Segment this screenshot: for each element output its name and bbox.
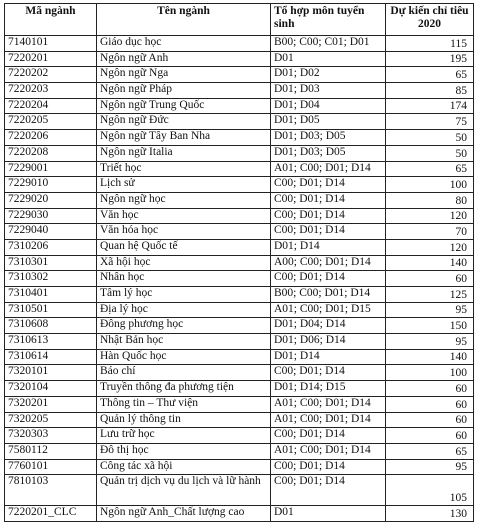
table-row	[5, 506, 474, 522]
cell-name: Ngôn ngữ Tây Ban Nha	[97, 130, 271, 146]
cell-quota: 130	[386, 506, 474, 522]
cell-name: Ngôn ngữ Italia	[97, 145, 271, 161]
cell-quota: 140	[386, 349, 474, 365]
cell-quota: 95	[386, 302, 474, 318]
cell-quota: 125	[386, 287, 474, 303]
cell-code: 7310401	[5, 287, 97, 303]
table-row	[5, 334, 474, 350]
table-row	[5, 130, 474, 146]
cell-combo: C00; D01; D14	[271, 208, 386, 224]
cell-code: 7140101	[5, 36, 97, 52]
cell-code: 7580112	[5, 443, 97, 459]
cell-code: 7810103	[5, 475, 97, 506]
cell-combo: A01; C00; D01; D14	[271, 412, 386, 428]
cell-name: Triết học	[97, 161, 271, 177]
table-row	[5, 239, 474, 255]
cell-combo: D01; D06; D14	[271, 334, 386, 350]
cell-quota: 120	[386, 239, 474, 255]
table-row	[5, 443, 474, 459]
cell-quota: 50	[386, 130, 474, 146]
table-row	[5, 114, 474, 130]
cell-code: 7229001	[5, 161, 97, 177]
cell-name: Truyền thông đa phương tiện	[97, 381, 271, 397]
cell-code: 7220205	[5, 114, 97, 130]
cell-quota: 85	[386, 83, 474, 99]
cell-name: Địa lý học	[97, 302, 271, 318]
table-row	[5, 83, 474, 99]
cell-combo: C00; D01; D14	[271, 177, 386, 193]
cell-name: Báo chí	[97, 365, 271, 381]
cell-quota: 70	[386, 224, 474, 240]
cell-code: 7760101	[5, 459, 97, 475]
cell-combo: D01; D03	[271, 83, 386, 99]
cell-name: Ngôn ngữ Anh	[97, 51, 271, 67]
cell-combo: A01; C00; D01; D14	[271, 443, 386, 459]
cell-name: Nhật Bản học	[97, 334, 271, 350]
table-row	[5, 208, 474, 224]
cell-name: Ngôn ngữ Đức	[97, 114, 271, 130]
cell-combo: D01; D05	[271, 114, 386, 130]
table-row	[5, 161, 474, 177]
cell-combo: A01; C00; D01; D15	[271, 302, 386, 318]
table-row	[5, 271, 474, 287]
table-row	[5, 36, 474, 52]
cell-quota: 95	[386, 459, 474, 475]
cell-quota: 115	[386, 36, 474, 52]
cell-combo: C00; D01; D14	[271, 428, 386, 444]
table-row	[5, 349, 474, 365]
cell-code: 7229020	[5, 192, 97, 208]
cell-combo: C00; D01; D14	[271, 475, 386, 506]
cell-code: 7320101	[5, 365, 97, 381]
cell-code: 7229040	[5, 224, 97, 240]
table-row	[5, 67, 474, 83]
table-row	[5, 365, 474, 381]
header-quota: Dự kiến chỉ tiêu 2020	[386, 4, 474, 36]
cell-quota: 95	[386, 334, 474, 350]
cell-combo: D01; D03; D05	[271, 145, 386, 161]
table-row	[5, 51, 474, 67]
table-row	[5, 381, 474, 397]
cell-code: 7220201	[5, 51, 97, 67]
table-row	[5, 459, 474, 475]
table-row	[5, 318, 474, 334]
cell-name: Tâm lý học	[97, 287, 271, 303]
cell-combo: D01; D14	[271, 349, 386, 365]
table-row	[5, 177, 474, 193]
table-row	[5, 302, 474, 318]
cell-name: Nhân học	[97, 271, 271, 287]
cell-combo: D01; D04	[271, 98, 386, 114]
cell-combo: B00; C00; C01; D01	[271, 36, 386, 52]
cell-quota: 60	[386, 271, 474, 287]
cell-quota: 60	[386, 428, 474, 444]
cell-combo: A01; C00; D01; D14	[271, 396, 386, 412]
cell-quota: 65	[386, 161, 474, 177]
cell-code: 7310501	[5, 302, 97, 318]
cell-name: Ngôn ngữ Pháp	[97, 83, 271, 99]
cell-code: 7220204	[5, 98, 97, 114]
cell-name: Văn hóa học	[97, 224, 271, 240]
cell-combo: C00; D01; D14	[271, 192, 386, 208]
cell-quota: 60	[386, 396, 474, 412]
table-body	[5, 36, 474, 522]
cell-combo: C00; D01; D14	[271, 459, 386, 475]
cell-name: Ngôn ngữ Anh_Chất lượng cao	[97, 506, 271, 522]
table-row	[5, 396, 474, 412]
cell-combo: A01; C00; D01; D14	[271, 161, 386, 177]
admissions-table-container	[4, 3, 474, 522]
cell-combo: D01; D03; D05	[271, 130, 386, 146]
cell-code: 7229010	[5, 177, 97, 193]
table-row	[5, 98, 474, 114]
cell-quota: 50	[386, 145, 474, 161]
cell-code: 7320303	[5, 428, 97, 444]
cell-name: Quản trị dịch vụ du lịch và lữ hành	[97, 475, 271, 506]
cell-combo: B00; C00; D01; D14	[271, 287, 386, 303]
table-row	[5, 192, 474, 208]
table-row	[5, 145, 474, 161]
cell-name: Giáo dục học	[97, 36, 271, 52]
table-row	[5, 428, 474, 444]
cell-combo: D01; D02	[271, 67, 386, 83]
cell-code: 7220203	[5, 83, 97, 99]
cell-code: 7220206	[5, 130, 97, 146]
cell-name: Ngôn ngữ học	[97, 192, 271, 208]
cell-code: 7310608	[5, 318, 97, 334]
cell-code: 7220208	[5, 145, 97, 161]
cell-name: Lưu trữ học	[97, 428, 271, 444]
cell-name: Hàn Quốc học	[97, 349, 271, 365]
cell-name: Quan hệ Quốc tế	[97, 239, 271, 255]
cell-combo: D01; D04; D14	[271, 318, 386, 334]
cell-code: 7229030	[5, 208, 97, 224]
cell-name: Văn học	[97, 208, 271, 224]
cell-name: Lịch sử	[97, 177, 271, 193]
cell-code: 7220201_CLC	[5, 506, 97, 522]
cell-quota: 174	[386, 98, 474, 114]
cell-name: Ngôn ngữ Nga	[97, 67, 271, 83]
admissions-table	[4, 3, 474, 522]
cell-name: Xã hội học	[97, 255, 271, 271]
cell-quota: 100	[386, 365, 474, 381]
header-row	[5, 4, 474, 36]
cell-code: 7220202	[5, 67, 97, 83]
table-row	[5, 475, 474, 506]
cell-quota: 60	[386, 412, 474, 428]
cell-quota: 195	[386, 51, 474, 67]
cell-code: 7310206	[5, 239, 97, 255]
table-row	[5, 224, 474, 240]
cell-combo: D01	[271, 51, 386, 67]
cell-quota: 75	[386, 114, 474, 130]
cell-quota: 105	[386, 475, 474, 506]
table-row	[5, 412, 474, 428]
cell-name: Đô thị học	[97, 443, 271, 459]
cell-name: Thông tin – Thư viện	[97, 396, 271, 412]
cell-quota: 60	[386, 381, 474, 397]
table-row	[5, 287, 474, 303]
cell-quota: 80	[386, 192, 474, 208]
cell-name: Đông phương học	[97, 318, 271, 334]
cell-quota: 100	[386, 177, 474, 193]
cell-quota: 150	[386, 318, 474, 334]
cell-code: 7310302	[5, 271, 97, 287]
cell-code: 7320201	[5, 396, 97, 412]
cell-quota: 120	[386, 208, 474, 224]
cell-name: Ngôn ngữ Trung Quốc	[97, 98, 271, 114]
cell-combo: C00; D01; D14	[271, 271, 386, 287]
cell-quota: 65	[386, 443, 474, 459]
cell-code: 7320104	[5, 381, 97, 397]
cell-combo: C00; D01; D14	[271, 365, 386, 381]
header-combo: Tổ hợp môn tuyển sinh	[271, 4, 386, 36]
table-row	[5, 255, 474, 271]
table-header	[5, 4, 474, 36]
cell-name: Quản lý thông tin	[97, 412, 271, 428]
header-code: Mã ngành	[5, 4, 97, 36]
header-name: Tên ngành	[97, 4, 271, 36]
cell-code: 7310614	[5, 349, 97, 365]
cell-code: 7310301	[5, 255, 97, 271]
cell-combo: D01; D14	[271, 239, 386, 255]
cell-quota: 140	[386, 255, 474, 271]
cell-code: 7310613	[5, 334, 97, 350]
cell-combo: D01	[271, 506, 386, 522]
cell-name: Công tác xã hội	[97, 459, 271, 475]
cell-combo: C00; D01; D14	[271, 224, 386, 240]
cell-quota: 65	[386, 67, 474, 83]
cell-code: 7320205	[5, 412, 97, 428]
cell-combo: D01; D14; D15	[271, 381, 386, 397]
cell-combo: A00; C00; D01; D14	[271, 255, 386, 271]
